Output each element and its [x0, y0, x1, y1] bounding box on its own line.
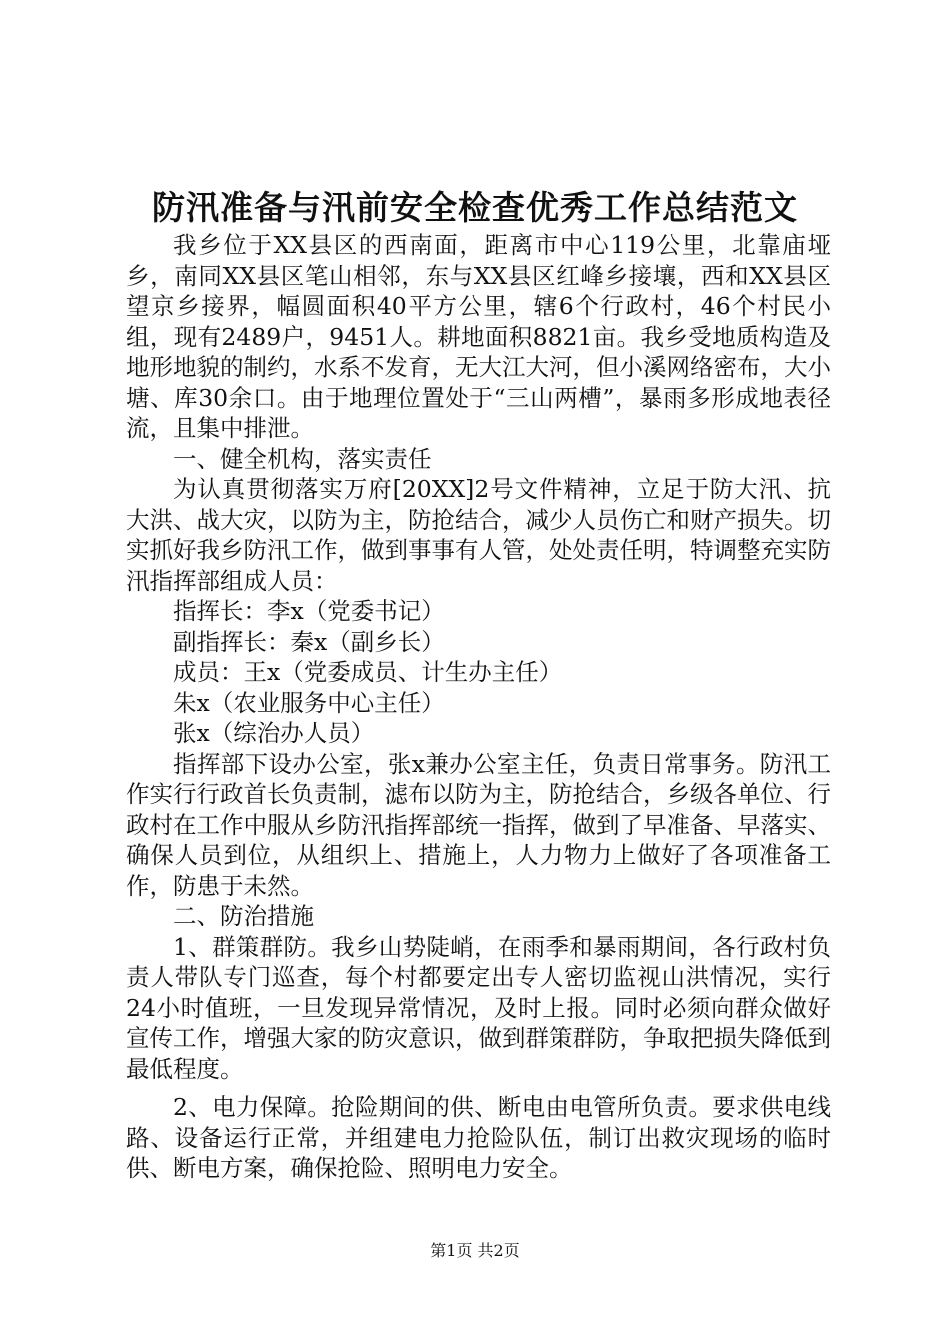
- member-zhu: 朱x（农业服务中心主任）: [173, 688, 445, 717]
- section-heading-2: 二、防治措施: [173, 902, 314, 930]
- document-title: 防汛准备与汛前安全检查优秀工作总结范文: [152, 188, 798, 227]
- paragraph-intro: 我乡位于XX县区的西南面，距离市中心119公里，北靠庙垭乡，南同XX县区笔山相邻，东与XX县区红峰乡接壤，西和XX县区望京乡接界，幅圆面积40平方公里，辖6个行政村，46个村民小组，现有2489户，9451人。耕地面积8821亩。我乡受地质构造及地形地貌的制约，水系不发育，无大江大河，但小溪网络密布，大小塘、库30余口。由于地理位置处于“三山两槽”，暴雨多形成地表径流，且集中排泄。: [126, 231, 831, 442]
- member-zhang: 张x（综治办人员）: [173, 719, 375, 747]
- document-body: [126, 230, 831, 1184]
- paragraph-measure-2: 2、电力保障。抢险期间的供、断电由电管所负责。要求供电线路、设备运行正常，并组建电力抢险队伍，制订出救灾现场的临时供、断电方案，确保抢险、照明电力安全。: [126, 1093, 831, 1182]
- member-commander: 指挥长：李x（党委书记）: [173, 597, 445, 625]
- member-deputy-commander: 副指挥长：秦x（副乡长）: [173, 627, 445, 656]
- paragraph-directive: 为认真贯彻落实万府[20XX]2号文件精神，立足于防大汛、抗大洪、战大灾，以防为主，防抢结合，减少人员伤亡和财产损失。切实抓好我乡防汛工作，做到事事有人管，处处责任明，特调整充实防汛指挥部组成人员：: [126, 475, 831, 595]
- page-footer: 第1页 共2页: [430, 1241, 520, 1260]
- paragraph-measure-1: 1、群策群防。我乡山势陡峭，在雨季和暴雨期间，各行政村负责人带队专门巡查，每个村都要定出专人密切监视山洪情况，实行24小时值班，一旦发现异常情况，及时上报。同时必须向群众做好宣传工作，增强大家的防灾意识，做到群策群防，争取把损失降低到最低程度。: [126, 932, 831, 1083]
- paragraph-office: 指挥部下设办公室，张x兼办公室主任，负责日常事务。防汛工作实行行政首长负责制，滤布以防为主，防抢结合，乡级各单位、行政村在工作中服从乡防汛指挥部统一指挥，做到了早准备、早落实、确保人员到位，从组织上、措施上，人力物力上做好了各项准备工作，防患于未然。: [126, 749, 831, 900]
- section-heading-1: 一、健全机构，落实责任: [173, 444, 432, 473]
- member-wang: 成员：王x（党委成员、计生办主任）: [173, 658, 563, 686]
